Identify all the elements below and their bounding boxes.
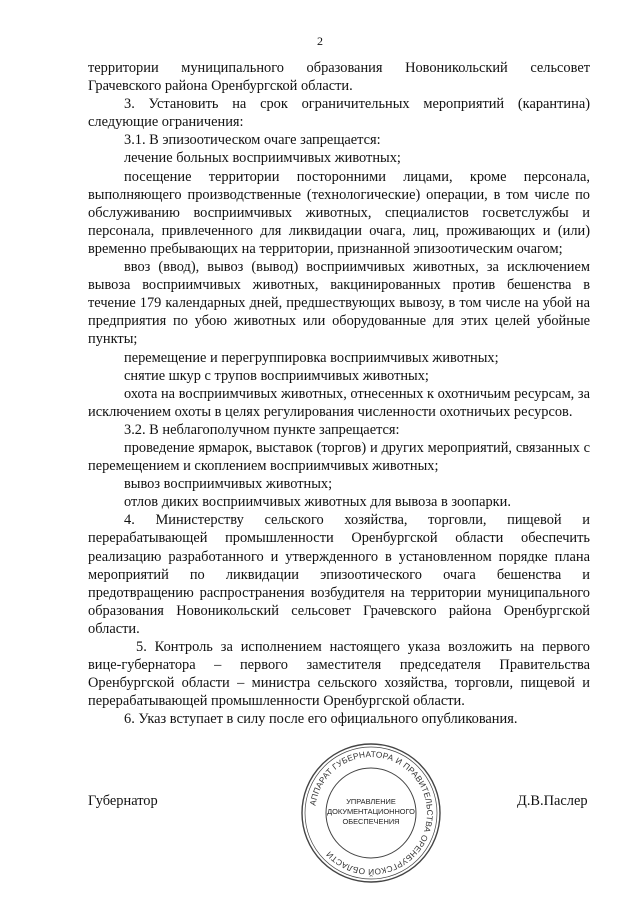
- paragraph: вывоз восприимчивых животных;: [124, 476, 333, 493]
- paragraph: посещение территории посторонними лицами, кроме персонала, выполняющего производственные (технологические) операции, в том числе по обслуживанию восприимчивых животных, специалистов госветслужбы и персонала, привлеченного для ликвидации очага, лиц, проживающих и (или) временно пребывающих на территории, признанной эпизоотическим очагом;: [88, 168, 590, 257]
- signature-position: Губернатор: [88, 793, 158, 809]
- stamp-center-line: ОБЕСПЕЧЕНИЯ: [342, 817, 400, 826]
- paragraph: 4. Министерству сельского хозяйства, торговли, пищевой и перерабатывающей промышленности Оренбургской области обеспечить реализацию разработанного и утвержденного в установленном порядке плана мероприятий по ликвидации эпизоотического очага бешенства и предотвращению распространения возбудителя на территории муниципального образования Новоникольский сельсовет Грачевского района Оренбургской области.: [88, 512, 590, 637]
- paragraph: 5. Контроль за исполнением настоящего указа возложить на первого вице-губернатора – первого заместителя председателя Правительства Оренбургской области – министра сельского хозяйства, торговли, пищевой и перерабатывающей промышленности Оренбургской области.: [88, 639, 590, 710]
- page-number: 2: [317, 34, 323, 48]
- paragraph: 6. Указ вступает в силу после его официального опубликования.: [124, 711, 518, 728]
- paragraph: 3.2. В неблагополучном пункте запрещается:: [124, 421, 400, 438]
- stamp-center-line: УПРАВЛЕНИЕ: [346, 797, 396, 806]
- paragraph: территории муниципального образования Новоникольский сельсовет Грачевского района Оренбургской области.: [88, 60, 590, 95]
- document-body: [88, 59, 590, 728]
- paragraph: перемещение и перегруппировка восприимчивых животных;: [124, 349, 499, 366]
- signature-name: Д.В.Паслер: [517, 793, 588, 809]
- paragraph: охота на восприимчивых животных, отнесенных к охотничьим ресурсам, за исключением охоты в целях регулирования численности охотничьих ресурсов.: [88, 385, 590, 420]
- paragraph: лечение больных восприимчивых животных;: [124, 150, 401, 167]
- stamp-center-line: ДОКУМЕНТАЦИОННОГО: [327, 807, 415, 816]
- official-stamp: [300, 742, 442, 884]
- paragraph: отлов диких восприимчивых животных для вывоза в зоопарки.: [124, 494, 511, 511]
- paragraph: 3. Установить на срок ограничительных мероприятий (карантина) следующие ограничения:: [88, 96, 590, 131]
- paragraph: ввоз (ввод), вывоз (вывод) восприимчивых животных, за исключением вывоза восприимчивых животных, вакцинированных против бешенства в течение 179 календарных дней, предшествующих вывозу, в том числе на убой на предприятия по убою животных или оборудованные для этих целей убойные пункты;: [88, 259, 590, 348]
- stamp-ring-text: АППАРАТ ГУБЕРНАТОРА И ПРАВИТЕЛЬСТВА ОРЕНБУРГСКОЙ ОБЛАСТИ: [307, 748, 436, 878]
- paragraph: 3.1. В эпизоотическом очаге запрещается:: [124, 132, 381, 149]
- paragraph: проведение ярмарок, выставок (торгов) и других мероприятий, связанных с перемещением и скоплением восприимчивых животных;: [88, 439, 590, 475]
- paragraph: снятие шкур с трупов восприимчивых животных;: [124, 367, 429, 384]
